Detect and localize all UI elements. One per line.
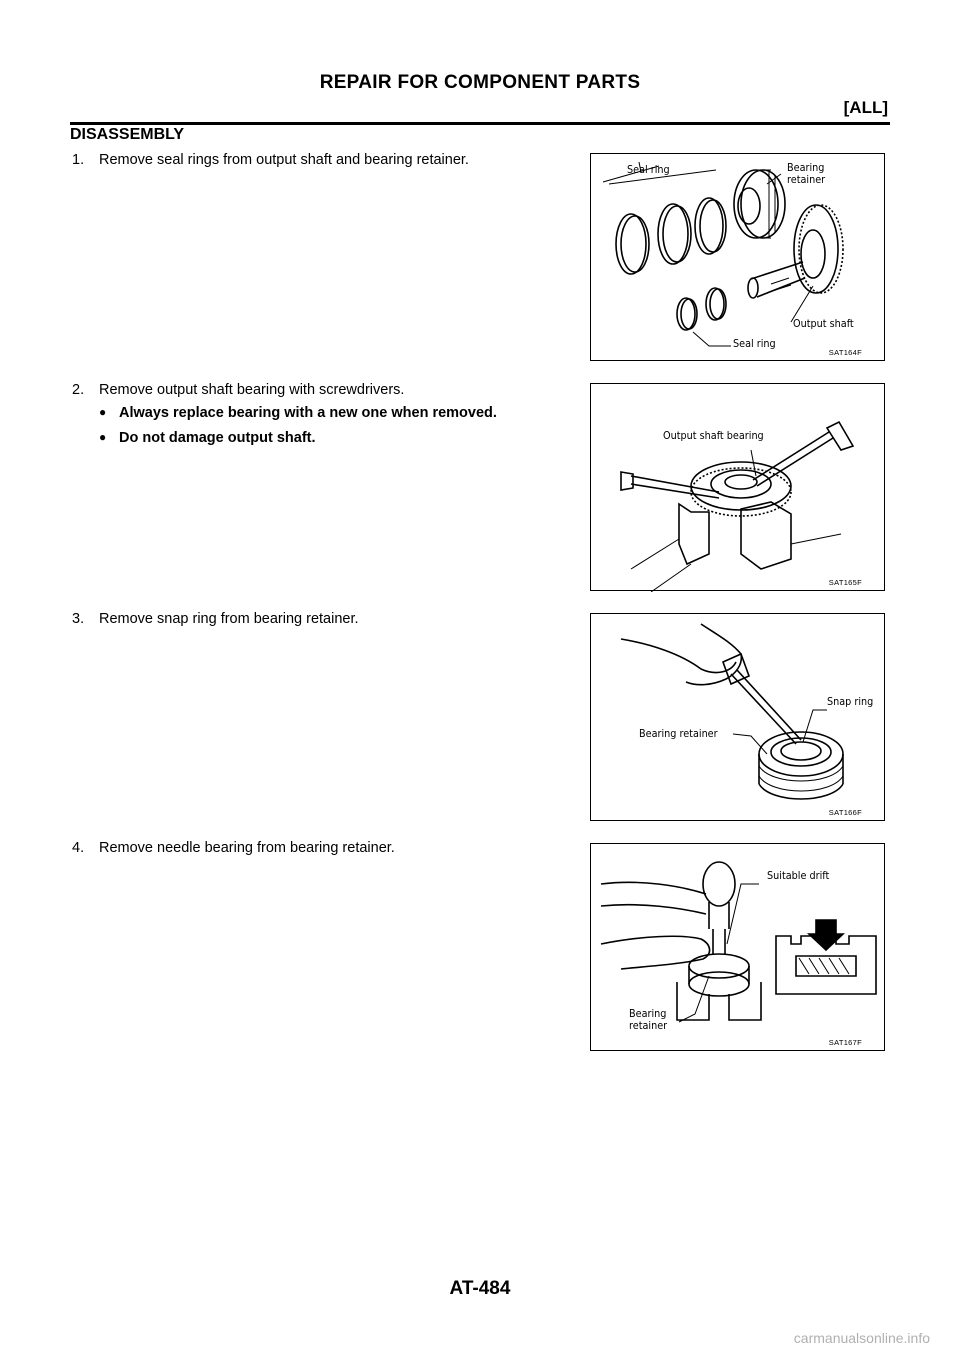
seal-ring-illustration bbox=[591, 154, 886, 362]
bullet-icon: ● bbox=[99, 430, 107, 444]
step-2 bbox=[72, 382, 404, 398]
screwdriver-illustration bbox=[591, 384, 886, 592]
step-number: 3. bbox=[72, 611, 85, 627]
step-1 bbox=[72, 152, 469, 168]
page-title: REPAIR FOR COMPONENT PARTS bbox=[319, 72, 641, 93]
bullet-icon: ● bbox=[99, 405, 107, 419]
label-output-shaft: Output shaft bbox=[793, 318, 854, 330]
label-bearing: Bearing bbox=[629, 1008, 667, 1020]
label-suitable-drift: Suitable drift bbox=[767, 870, 830, 882]
snap-ring-illustration bbox=[591, 614, 886, 822]
section-heading: DISASSEMBLY bbox=[70, 126, 185, 143]
step-number: 4. bbox=[72, 840, 85, 856]
label-bearing: Bearing bbox=[787, 162, 825, 174]
figure-output-shaft-bearing bbox=[590, 383, 885, 591]
label-seal-ring: Seal ring bbox=[627, 164, 670, 176]
step-4 bbox=[72, 840, 395, 856]
label-output-shaft-bearing: Output shaft bearing bbox=[663, 430, 764, 442]
bullet-item bbox=[99, 405, 497, 421]
page-number: AT-484 bbox=[449, 1278, 511, 1299]
figure-code: SAT165F bbox=[828, 578, 862, 587]
bullet-text: Do not damage output shaft. bbox=[119, 430, 316, 446]
step-number: 2. bbox=[72, 382, 85, 398]
figure-code: SAT167F bbox=[828, 1038, 862, 1047]
watermark-link[interactable]: carmanualsonline.info bbox=[793, 1330, 930, 1346]
label-snap-ring: Snap ring bbox=[827, 696, 874, 708]
step-text: Remove seal rings from output shaft and bearing retainer. bbox=[99, 152, 469, 168]
figure-code: SAT164F bbox=[828, 348, 862, 357]
step-text: Remove output shaft bearing with screwdrivers. bbox=[99, 382, 405, 398]
label-seal-ring-small: Seal ring bbox=[733, 338, 776, 350]
bullet-text: Always replace bearing with a new one when removed. bbox=[119, 405, 497, 421]
label-retainer: retainer bbox=[629, 1020, 668, 1032]
step-number: 1. bbox=[72, 152, 85, 168]
bullet-item bbox=[99, 430, 316, 446]
section-tag: [ALL] bbox=[843, 98, 888, 117]
header-divider bbox=[70, 122, 890, 125]
step-text: Remove snap ring from bearing retainer. bbox=[99, 611, 359, 627]
figure-needle-bearing bbox=[590, 843, 885, 1051]
step-3 bbox=[72, 611, 359, 627]
label-retainer: retainer bbox=[787, 174, 826, 186]
step-text: Remove needle bearing from bearing retainer. bbox=[99, 840, 395, 856]
label-bearing-retainer: Bearing retainer bbox=[639, 728, 718, 740]
figure-seal-rings bbox=[590, 153, 885, 361]
figure-code: SAT166F bbox=[828, 808, 862, 817]
figure-snap-ring bbox=[590, 613, 885, 821]
